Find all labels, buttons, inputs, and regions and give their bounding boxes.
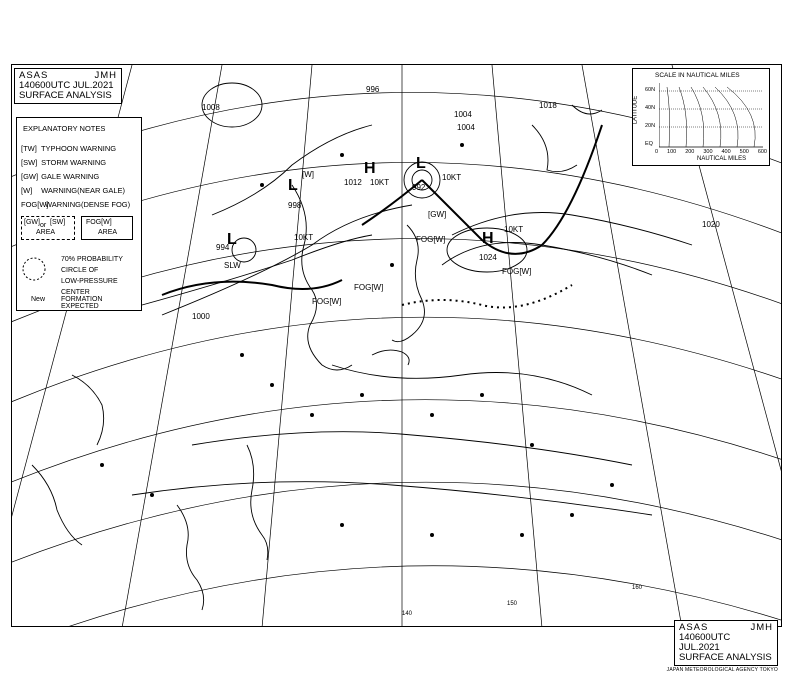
area-label: AREA (36, 229, 56, 236)
scale-title: SCALE IN NAUTICAL MILES (655, 72, 740, 79)
probability-circle-text (61, 254, 141, 298)
legend-code: [W] (21, 186, 33, 195)
legend-code: [GW] (21, 172, 39, 181)
area-gw: [GW] (24, 219, 40, 226)
nm-tick: 400 (721, 149, 731, 155)
low-west-pressure-value: 994 (216, 243, 230, 252)
nm-tick: 200 (685, 149, 695, 155)
product-name: SURFACE ANALYSIS (19, 89, 112, 101)
legend-item (21, 158, 106, 167)
explanatory-notes (16, 117, 142, 311)
high-mid-pressure-value: 1012 (344, 178, 362, 187)
chart-title-top-left (14, 68, 122, 104)
low-north2-pressure-value: 1004 (454, 110, 472, 119)
nm-tick: 600 (757, 149, 767, 155)
nm-ticks (655, 149, 767, 155)
probability-line: 70% PROBABILITY (61, 256, 123, 263)
issuer: JMH (94, 70, 117, 81)
area-or: or (40, 222, 47, 229)
longitude-label: 160 (632, 585, 643, 591)
low-pressure-center: L (416, 155, 426, 172)
near-gale-warning-label: [W] (302, 170, 314, 179)
nm-tick: 300 (703, 149, 713, 155)
high-east-motion: 10KT (504, 225, 524, 234)
high-pressure-mid: H (364, 160, 376, 177)
nautical-mile-scale (632, 68, 770, 166)
low-pressure-west: L (227, 231, 237, 248)
isobars (132, 83, 695, 515)
probability-line: LOW-PRESSURE CENTER (61, 278, 118, 296)
product-name: SURFACE ANALYSIS (679, 652, 772, 664)
lat-tick: 40N (645, 105, 656, 111)
low-center-motion: 10KT (442, 173, 462, 182)
legend-text: TYPHOON WARNING (40, 144, 117, 153)
legend-code: FOG[W] (21, 200, 49, 209)
new-text: FORMATION EXPECTED (61, 296, 103, 310)
issuer: JMH (750, 622, 773, 634)
legend-item (21, 200, 130, 209)
legend-code: [SW] (21, 158, 38, 167)
isobar-value: 1000 (192, 312, 210, 321)
fog-area-label: AREA (98, 229, 118, 236)
isobar-value: 1020 (702, 220, 720, 229)
warning-area-symbol (21, 216, 75, 240)
probability-circle-icon (21, 256, 47, 282)
isobar-value: 1008 (202, 103, 220, 112)
legend-item (21, 186, 125, 195)
high-mid-motion: 10KT (370, 178, 390, 187)
legend-text: WARNING(NEAR GALE) (41, 186, 125, 195)
area-fog: FOG[W] (86, 219, 112, 226)
isobar-value: 1004 (457, 123, 475, 132)
agency-code: ASAS (19, 70, 49, 81)
legend-code: [TW] (21, 144, 37, 153)
analysis-time: 140600UTC JUL.2021 (19, 79, 114, 91)
chart-title-bottom-right (674, 620, 778, 666)
nm-tick: 0 (655, 149, 659, 155)
longitude-label: 150 (507, 601, 518, 607)
low-nw-pressure-value: 998 (288, 201, 302, 210)
legend-text: GALE WARNING (41, 172, 100, 181)
lat-tick: EQ (645, 141, 653, 147)
high-pressure-east: H (482, 230, 494, 247)
area-sw: [SW] (50, 219, 66, 226)
slw-label: SLW (224, 261, 241, 270)
legend-text: STORM WARNING (41, 158, 107, 167)
legend-item (21, 172, 99, 181)
agency-code: ASAS (679, 622, 709, 634)
nm-axis-label: NAUTICAL MILES (697, 156, 747, 162)
low-north-pressure-value: 996 (366, 85, 380, 94)
low-pressure-nw: L (288, 177, 298, 194)
low-center-pressure-value: 992 (412, 183, 426, 192)
fog-warning-label: FOG[W] (312, 297, 342, 306)
low-west-motion: 10KT (294, 233, 314, 242)
high-east-pressure-value: 1024 (479, 253, 497, 262)
legend-item (21, 144, 116, 153)
fog-warning-label: FOG[W] (416, 235, 446, 244)
lat-tick: 60N (645, 87, 656, 93)
fog-area-symbol (81, 216, 133, 240)
station-markers (100, 143, 614, 537)
gale-warning-label: [GW] (428, 210, 447, 219)
lat-tick: 20N (645, 123, 656, 129)
latitude-axis-label: LATITUDE (632, 95, 639, 125)
analysis-time: 140600UTC JUL.2021 (679, 632, 731, 654)
probability-line: CIRCLE OF (61, 267, 99, 274)
nm-tick: 100 (667, 149, 677, 155)
new-label: New (31, 296, 46, 303)
fog-warning-label: FOG[W] (354, 283, 384, 292)
longitude-label: 140 (402, 611, 413, 617)
legend-text: WARNING(DENSE FOG) (45, 200, 131, 209)
legend-title: EXPLANATORY NOTES (23, 124, 106, 133)
scale-curves (659, 83, 765, 149)
low-ne-pressure-value: 1018 (539, 101, 557, 110)
fog-warning-label: FOG[W] (502, 267, 532, 276)
agency-full-name: JAPAN METEOROLOGICAL AGENCY TOKYO (666, 667, 778, 673)
nm-tick: 500 (739, 149, 749, 155)
